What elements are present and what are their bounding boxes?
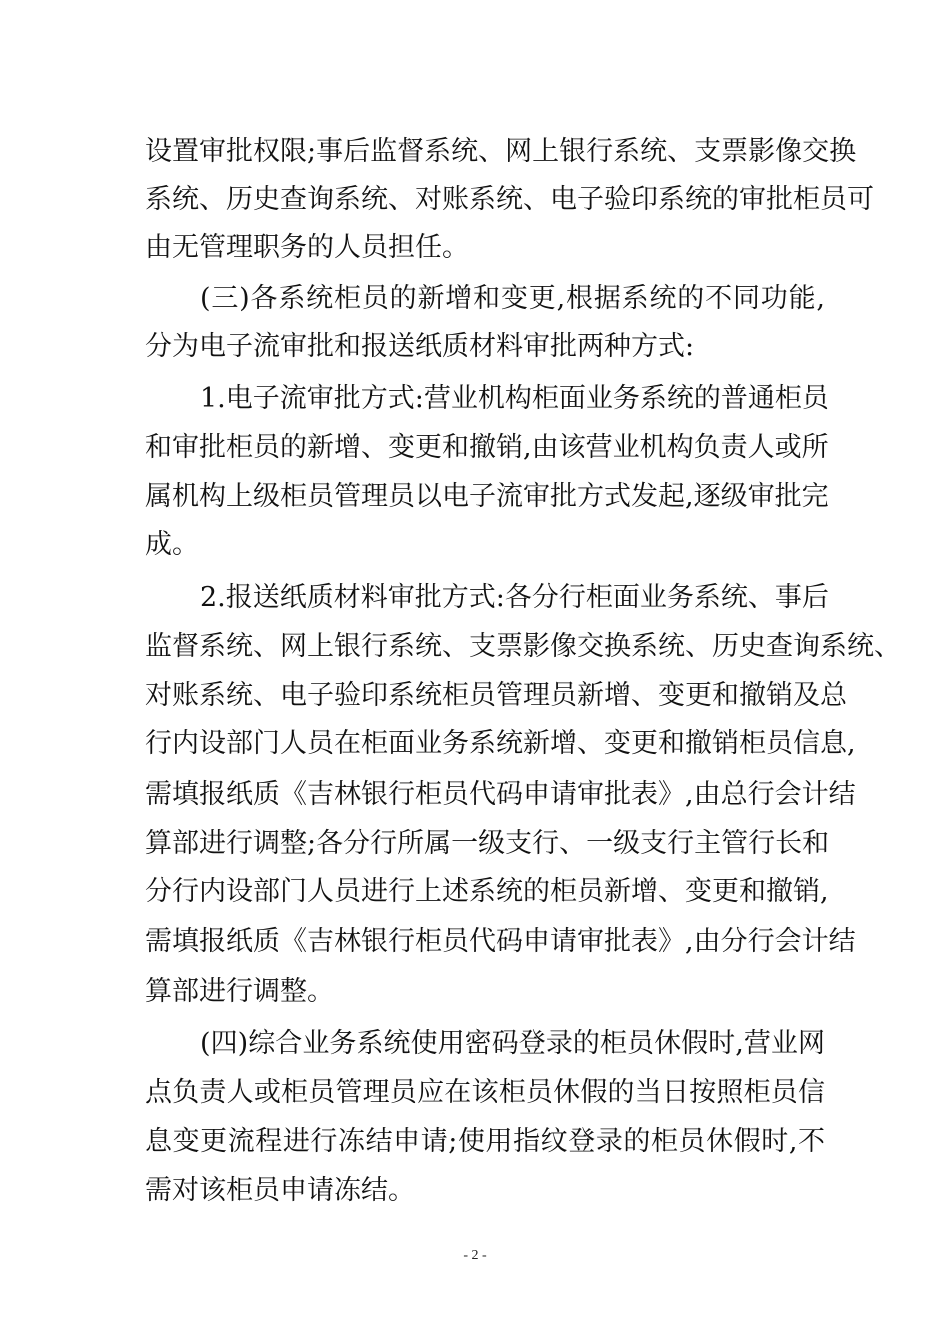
- text-line: 监督系统、网上银行系统、支票影像交换系统、历史查询系统、: [145, 631, 901, 662]
- text-line: 点负责人或柜员管理员应在该柜员休假的当日按照柜员信: [145, 1077, 825, 1108]
- text-line: (三)各系统柜员的新增和变更,根据系统的不同功能,: [200, 283, 825, 314]
- text-line: 需对该柜员申请冻结。: [145, 1175, 415, 1206]
- text-line: 息变更流程进行冻结申请;使用指纹登录的柜员休假时,不: [145, 1126, 825, 1157]
- text-line: 分为电子流审批和报送纸质材料审批两种方式:: [145, 331, 695, 362]
- text-line: 2.报送纸质材料审批方式:各分行柜面业务系统、事后: [200, 582, 829, 613]
- text-line: 算部进行调整;各分行所属一级支行、一级支行主管行长和: [145, 828, 830, 859]
- text-line: (四)综合业务系统使用密码登录的柜员休假时,营业网: [200, 1028, 825, 1059]
- text-line: 分行内设部门人员进行上述系统的柜员新增、变更和撤销,: [145, 876, 829, 907]
- text-line: 行内设部门人员在柜面业务系统新增、变更和撤销柜员信息,: [145, 728, 856, 759]
- text-line: 1.电子流审批方式:营业机构柜面业务系统的普通柜员: [200, 383, 829, 414]
- text-line: 算部进行调整。: [145, 976, 334, 1007]
- text-line: 需填报纸质《吉林银行柜员代码申请审批表》,由分行会计结: [145, 926, 856, 957]
- text-line: 需填报纸质《吉林银行柜员代码申请审批表》,由总行会计结: [145, 779, 856, 810]
- page-number: - 2 -: [463, 1248, 487, 1263]
- text-line: 和审批柜员的新增、变更和撤销,由该营业机构负责人或所: [145, 432, 829, 463]
- text-line: 属机构上级柜员管理员以电子流审批方式发起,逐级审批完: [145, 481, 829, 512]
- text-line: 对账系统、电子验印系统柜员管理员新增、变更和撤销及总: [145, 680, 847, 711]
- text-line: 成。: [145, 529, 199, 560]
- text-line: 设置审批权限;事后监督系统、网上银行系统、支票影像交换: [145, 136, 857, 167]
- text-line: 由无管理职务的人员担任。: [145, 232, 469, 263]
- text-line: 系统、历史查询系统、对账系统、电子验印系统的审批柜员可: [145, 184, 874, 215]
